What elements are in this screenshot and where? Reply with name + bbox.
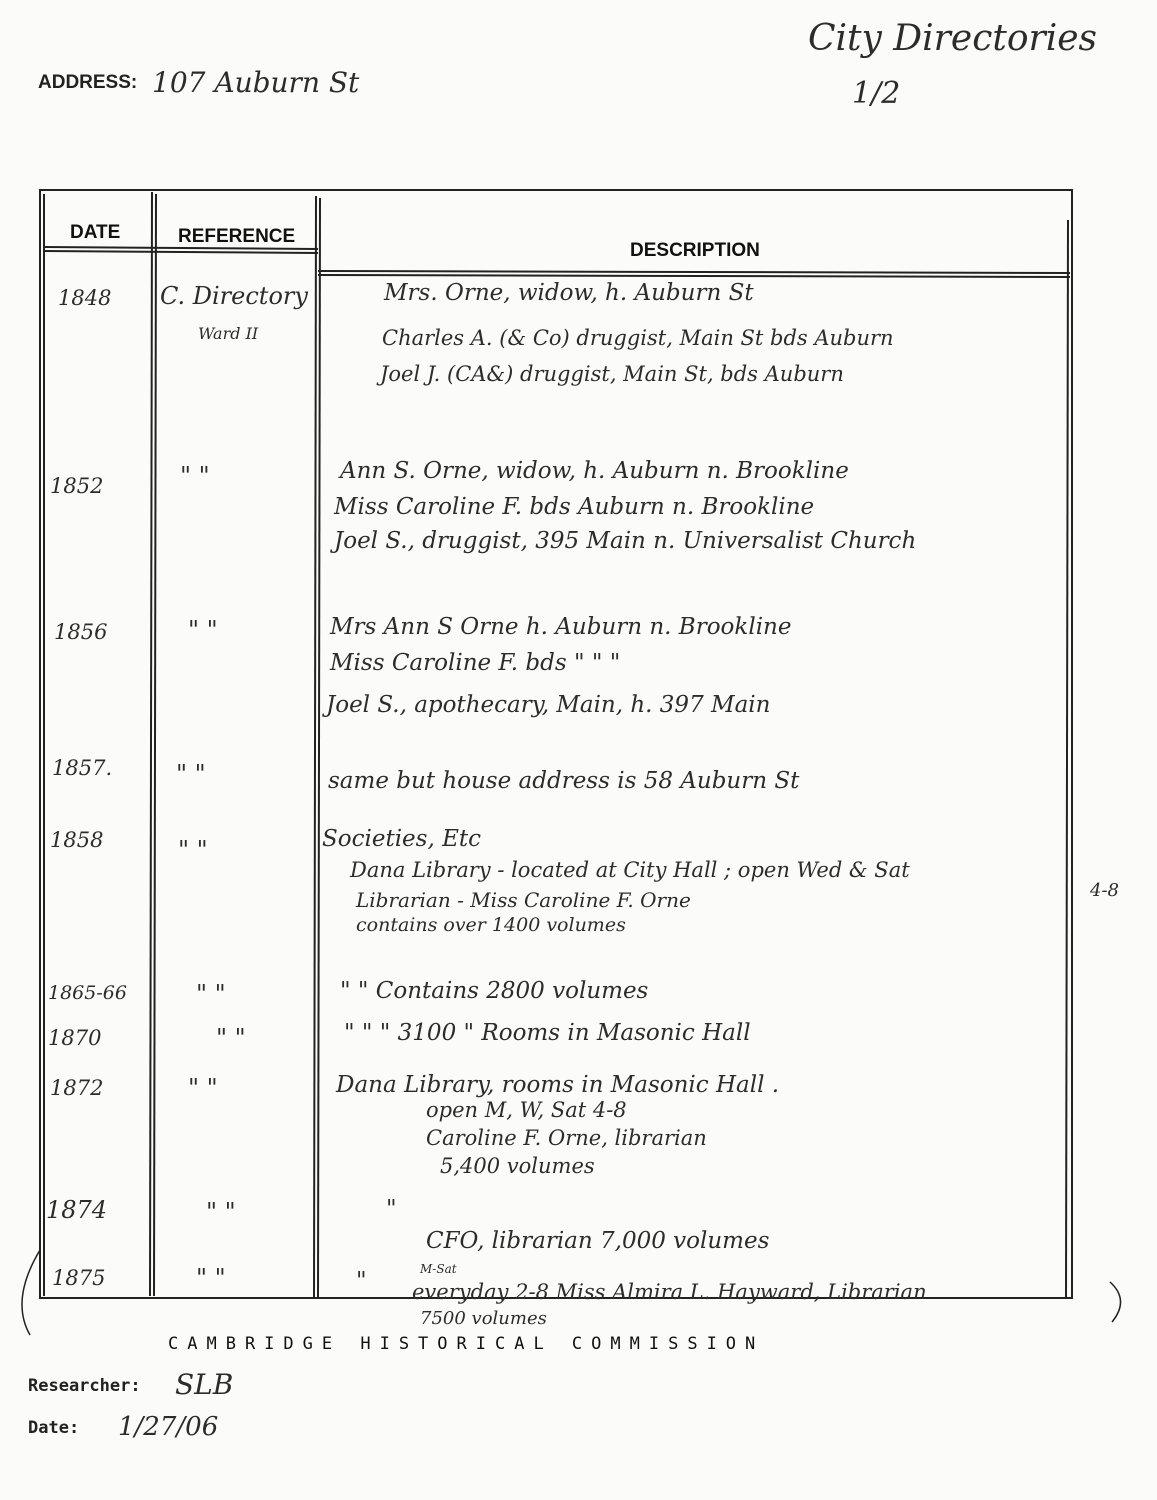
row-description-line: Librarian - Miss Caroline F. Orne — [356, 888, 691, 912]
row-description-line: Charles A. (& Co) druggist, Main St bds Auburn — [382, 326, 894, 350]
row-description-line: Joel S., apothecary, Main, h. 397 Main — [326, 692, 771, 718]
column-header-reference: REFERENCE — [178, 226, 296, 247]
row-reference: " " — [206, 1198, 236, 1226]
row-description-line: Caroline F. Orne, librarian — [426, 1126, 707, 1150]
row-description-line: Mrs. Orne, widow, h. Auburn St — [384, 280, 754, 306]
row-reference: " " — [196, 1264, 226, 1292]
row-date: 1875 — [52, 1266, 106, 1290]
row-description-line: " — [386, 1196, 397, 1222]
column-header-description: DESCRIPTION — [630, 240, 760, 261]
row-description-line: 4-8 — [1090, 880, 1119, 901]
row-description-line: Dana Library - located at City Hall ; open Wed & Sat — [350, 858, 910, 882]
row-reference: " " — [180, 462, 210, 490]
row-reference: C. Directory — [160, 282, 308, 310]
row-description-line: Ann S. Orne, widow, h. Auburn n. Brookline — [340, 458, 849, 484]
document-title: City Directories — [808, 18, 1098, 59]
date-value: 1/27/06 — [118, 1412, 219, 1442]
row-description-line: open M, W, Sat 4-8 — [426, 1098, 627, 1122]
row-reference: " " — [188, 1074, 218, 1102]
row-description-line: everyday 2-8 Miss Almira L. Hayward, Librarian — [412, 1280, 927, 1304]
row-description-line: Joel J. (CA&) druggist, Main St, bds Auburn — [380, 362, 844, 386]
commission-name: CAMBRIDGE HISTORICAL COMMISSION — [168, 1334, 765, 1354]
date-label: Date: — [28, 1418, 80, 1438]
column-header-date: DATE — [70, 222, 121, 243]
row-description-line: " " Contains 2800 volumes — [340, 978, 649, 1004]
row-reference: " " — [188, 616, 218, 644]
row-description-line: " — [356, 1268, 367, 1294]
row-description-line: M-Sat — [420, 1262, 457, 1276]
row-date: 1848 — [58, 286, 112, 310]
researcher-label: Researcher: — [28, 1376, 141, 1396]
row-reference: " " — [178, 836, 208, 864]
row-date: 1857. — [52, 756, 113, 780]
row-date: 1870 — [48, 1026, 102, 1050]
row-reference: " " — [176, 760, 206, 788]
row-description-line: contains over 1400 volumes — [356, 914, 626, 936]
row-description-line: " " " 3100 " Rooms in Masonic Hall — [344, 1020, 751, 1046]
page-number: 1/2 — [852, 76, 901, 111]
row-description-line: Societies, Etc — [322, 826, 482, 852]
address-label: ADDRESS: — [38, 72, 138, 93]
address-value: 107 Auburn St — [152, 66, 360, 99]
row-description-line: Joel S., druggist, 395 Main n. Universalist Church — [334, 528, 917, 554]
row-reference-note: Ward II — [198, 324, 259, 343]
row-date: 1858 — [50, 828, 104, 852]
row-date: 1874 — [46, 1196, 108, 1224]
row-description-line: 7500 volumes — [420, 1308, 547, 1329]
row-description-line: CFO, librarian 7,000 volumes — [426, 1228, 770, 1254]
row-date: 1852 — [50, 474, 104, 498]
row-date: 1856 — [54, 620, 108, 644]
row-description-line: Miss Caroline F. bds Auburn n. Brookline — [334, 494, 815, 520]
row-description-line: Miss Caroline F. bds " " " — [330, 650, 621, 676]
row-description-line: Dana Library, rooms in Masonic Hall . — [336, 1072, 780, 1098]
row-date: 1865-66 — [48, 982, 127, 1004]
row-description-line: 5,400 volumes — [440, 1154, 595, 1178]
row-reference: " " — [216, 1024, 246, 1052]
row-description-line: Mrs Ann S Orne h. Auburn n. Brookline — [330, 614, 792, 640]
row-reference: " " — [196, 980, 226, 1008]
researcher-value: SLB — [175, 1368, 234, 1401]
row-date: 1872 — [50, 1076, 104, 1100]
row-description-line: same but house address is 58 Auburn St — [328, 768, 800, 794]
